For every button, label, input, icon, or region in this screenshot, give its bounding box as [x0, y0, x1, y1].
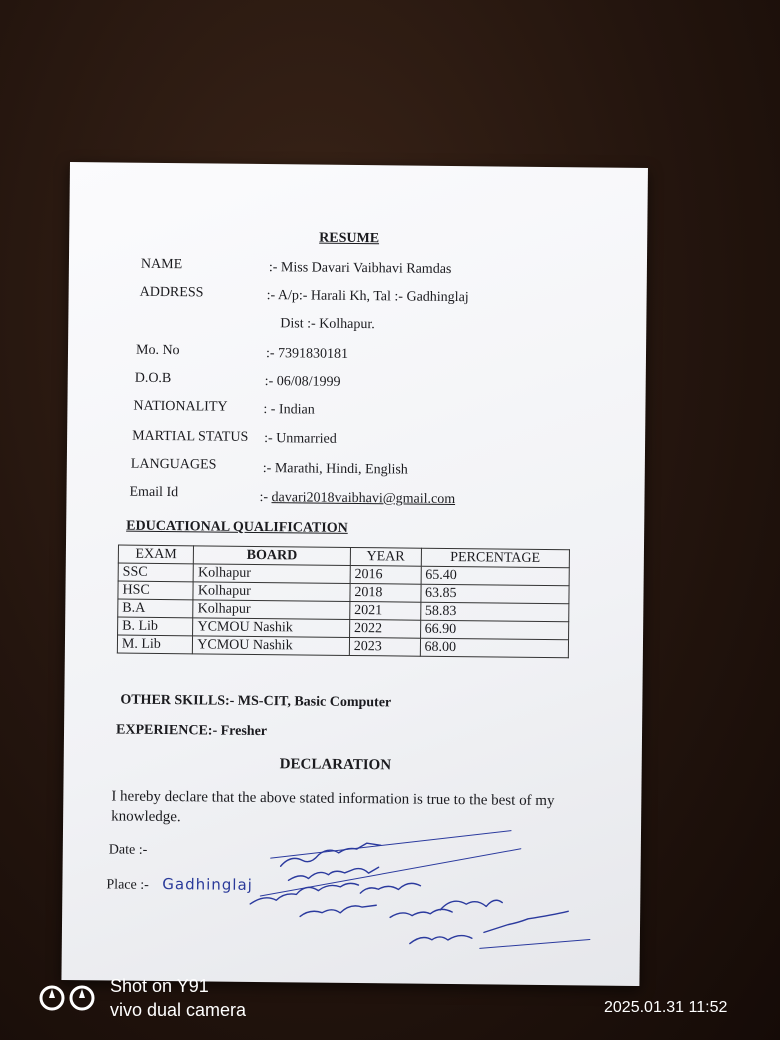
- board-cell: YCMOU Nashik: [193, 636, 350, 656]
- table-row: [117, 635, 568, 658]
- year-cell: 2021: [350, 601, 421, 620]
- exam-cell: SSC: [118, 563, 194, 582]
- name-label: NAME: [140, 256, 183, 273]
- exam-column-header: EXAM: [118, 545, 194, 564]
- address-value-line2: Dist :- Kolhapur.: [280, 316, 375, 333]
- percentage-cell: 65.40: [421, 566, 570, 586]
- nationality-value: : - Indian: [263, 402, 315, 418]
- other-skills: OTHER SKILLS:- MS-CIT, Basic Computer: [120, 692, 392, 711]
- marital-value: :- Unmarried: [264, 431, 337, 447]
- year-cell: 2023: [349, 637, 420, 656]
- board-cell: Kolhapur: [193, 582, 350, 602]
- name-value: :- Miss Davari Vaibhavi Ramdas: [268, 260, 452, 277]
- declaration-heading: DECLARATION: [279, 756, 392, 774]
- camera-model-label: vivo dual camera: [110, 1000, 247, 1020]
- year-cell: 2018: [350, 583, 421, 602]
- email-row: [259, 490, 455, 508]
- percentage-cell: 58.83: [420, 602, 569, 622]
- resume-sheet: [61, 162, 648, 986]
- place-value: Gadhinglaj: [162, 875, 253, 894]
- exam-cell: M. Lib: [117, 635, 193, 654]
- year-cell: 2022: [349, 619, 420, 638]
- experience: EXPERIENCE:- Fresher: [115, 722, 268, 740]
- camera-text: [110, 974, 246, 1022]
- date-label: Date :-: [108, 842, 148, 858]
- languages-value: :- Marathi, Hindi, English: [262, 461, 408, 478]
- dob-label: D.O.B: [134, 370, 172, 387]
- handwritten-signature-icon: [240, 796, 602, 970]
- mobile-label: Mo. No: [135, 342, 180, 359]
- year-column-header: YEAR: [350, 547, 421, 566]
- vivo-logo-icon: [38, 984, 98, 1012]
- exam-cell: HSC: [118, 581, 194, 600]
- declaration-text: I hereby declare that the above stated information is true to the best of my knowledge.: [111, 788, 555, 826]
- mobile-value: :- 7391830181: [265, 346, 349, 362]
- place-label: Place :-: [106, 877, 149, 893]
- nationality-label: NATIONALITY: [133, 398, 228, 415]
- percentage-cell: 66.90: [420, 620, 569, 640]
- email-prefix: :-: [259, 490, 269, 506]
- email-link[interactable]: davari2018vaibhavi@gmail.com: [271, 490, 456, 508]
- percentage-cell: 63.85: [420, 584, 569, 604]
- place-row: [106, 874, 253, 895]
- year-cell: 2016: [350, 565, 421, 584]
- address-label: ADDRESS: [139, 284, 204, 301]
- board-column-header: BOARD: [194, 546, 351, 566]
- languages-label: LANGUAGES: [130, 456, 217, 473]
- exam-cell: B. Lib: [118, 617, 194, 636]
- education-heading: EDUCATIONAL QUALIFICATION: [126, 518, 348, 536]
- marital-label: MARTIAL STATUS: [132, 428, 249, 445]
- board-cell: Kolhapur: [193, 600, 350, 620]
- exam-cell: B.A: [118, 599, 194, 618]
- board-cell: Kolhapur: [193, 564, 350, 584]
- photo-timestamp: 2025.01.31 11:52: [604, 999, 728, 1016]
- address-value: :- A/p:- Harali Kh, Tal :- Gadhinglaj: [266, 288, 469, 306]
- resume-title: RESUME: [319, 230, 380, 247]
- email-label: Email Id: [129, 484, 179, 501]
- board-cell: YCMOU Nashik: [193, 618, 350, 638]
- percentage-column-header: PERCENTAGE: [421, 548, 570, 568]
- dob-value: :- 06/08/1999: [264, 374, 341, 390]
- shot-on-label: Shot on Y91: [110, 976, 209, 996]
- education-table: [117, 545, 570, 659]
- percentage-cell: 68.00: [420, 638, 569, 658]
